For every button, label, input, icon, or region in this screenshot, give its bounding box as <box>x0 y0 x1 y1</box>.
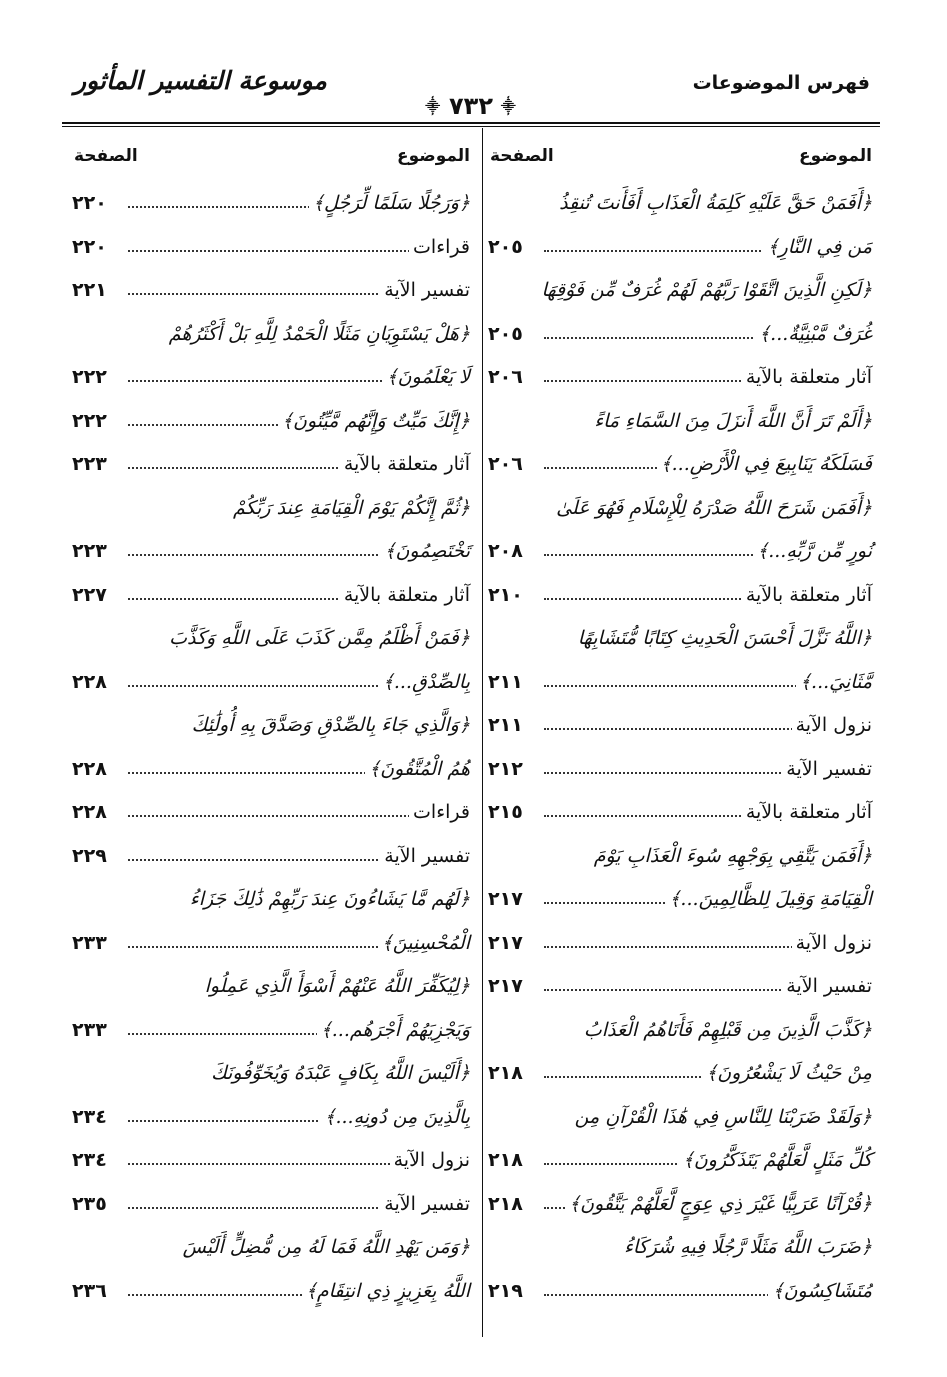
entry-line <box>486 922 876 966</box>
entry-line <box>486 1183 876 1227</box>
topic-text: آثار متعلقة بالآية <box>340 574 470 618</box>
topic-text: آثار متعلقة بالآية <box>742 356 872 400</box>
index-entry <box>70 835 474 879</box>
page-ref: ٢١٥ <box>488 801 523 823</box>
verse-text: ﴿أَلَمْ تَرَ أَنَّ اللَّهَ أَنزَلَ مِنَ السَّمَاءِ مَاءً <box>590 400 872 444</box>
verse-text: ﴿أَفَمَن شَرَحَ اللَّهُ صَدْرَهُ لِلْإِسْلَامِ فَهُوَ عَلَىٰ <box>552 487 872 531</box>
entry-line <box>486 182 876 226</box>
entry-line <box>486 835 876 879</box>
verse-text: ﴿كَذَّبَ الَّذِينَ مِن قَبْلِهِمْ فَأَتَاهُمُ الْعَذَابُ <box>580 1009 872 1053</box>
index-entry <box>486 1226 876 1313</box>
verse-text: ﴿قُرْآنًا عَرَبِيًّا غَيْرَ ذِي عِوَجٍ لَّعَلَّهُمْ يَتَّقُونَ﴾ <box>565 1183 872 1227</box>
page-ref: ٢٠٦ <box>488 366 523 388</box>
page-ref: ٢٢٨ <box>72 670 107 693</box>
page-ref: ٢١٠ <box>488 583 523 606</box>
page-ref: ٢٠٥ <box>488 235 523 258</box>
entry-line <box>486 748 876 792</box>
verse-text: بِالصِّدْقِ...﴾ <box>379 661 470 705</box>
entry-line <box>486 1226 876 1270</box>
entry-line <box>70 1226 474 1270</box>
entry-line <box>70 1096 474 1140</box>
entry-line <box>70 835 474 879</box>
index-entry <box>486 1009 876 1096</box>
verse-text: اللَّهُ بِعَزِيزٍ ذِي انتِقَامٍ﴾ <box>302 1270 470 1314</box>
verse-text: مُتَشَاكِسُونَ﴾ <box>768 1270 872 1314</box>
index-entry <box>486 400 876 487</box>
entry-line <box>70 443 474 487</box>
entry-line <box>70 574 474 618</box>
topic-header: الموضوع <box>799 146 872 166</box>
index-entry <box>70 1139 474 1183</box>
entry-line <box>70 704 474 748</box>
index-entry <box>486 1096 876 1183</box>
header-rule <box>62 122 880 124</box>
index-entry <box>486 1183 876 1227</box>
entry-line <box>70 878 474 922</box>
index-entry <box>70 878 474 965</box>
index-entry <box>486 487 876 574</box>
topic-text: آثار متعلقة بالآية <box>742 791 872 835</box>
page-ref: ٢٣٤ <box>72 1149 107 1171</box>
index-entry <box>70 704 474 791</box>
index-entry <box>486 748 876 792</box>
index-entry <box>486 965 876 1009</box>
verse-text: نُورٍ مِّن رَّبِّهِ...﴾ <box>753 530 872 574</box>
entry-line <box>70 530 474 574</box>
page-ref: ٢٢٧ <box>72 583 107 606</box>
index-entry <box>486 574 876 618</box>
page-ref: ٢٠٥ <box>488 322 523 345</box>
index-entry <box>486 922 876 966</box>
index-entry <box>70 617 474 704</box>
index-entry <box>70 269 474 313</box>
page-ref: ٢٣٦ <box>72 1279 107 1302</box>
topic-text: تفسير الآية <box>380 1183 470 1227</box>
page-number-text: ٧٣٢ <box>449 92 493 120</box>
column-header <box>486 140 876 182</box>
index-entry <box>70 574 474 618</box>
entry-line <box>70 661 474 705</box>
index-entry <box>70 791 474 835</box>
page-ref: ٢٢٢ <box>72 409 107 432</box>
index-entry <box>70 443 474 487</box>
entry-line <box>486 574 876 618</box>
page-ref: ٢٢٩ <box>72 844 107 867</box>
verse-text: مِنْ حَيْثُ لَا يَشْعُرُونَ﴾ <box>702 1052 872 1096</box>
page-ref: ٢١٨ <box>488 1062 523 1084</box>
verse-text: مَّثَانِيَ...﴾ <box>796 661 872 705</box>
index-entry <box>486 791 876 835</box>
header-rule-thin <box>62 126 880 127</box>
index-column-right <box>486 140 876 1313</box>
page-ref: ٢١٩ <box>488 1279 523 1302</box>
index-entry <box>486 182 876 269</box>
entry-line <box>486 1096 876 1140</box>
page-ref: ٢١٨ <box>488 1192 523 1215</box>
verse-text: غُرَفٌ مَّبْنِيَّةٌ...﴾ <box>755 313 872 357</box>
verse-text: ﴿وَالَّذِي جَاءَ بِالصِّدْقِ وَصَدَّقَ بِهِ أُولَٰئِكَ <box>188 704 470 748</box>
page-header-label: الصفحة <box>74 146 138 166</box>
page-header <box>62 62 880 122</box>
entry-line <box>70 1183 474 1227</box>
page-ref: ٢٢١ <box>72 279 107 301</box>
entry-line <box>486 487 876 531</box>
verse-text: مَن فِي النَّارِ﴾ <box>763 226 872 270</box>
verse-text: الْقِيَامَةِ وَقِيلَ لِلظَّالِمِينَ...﴾ <box>665 878 872 922</box>
verse-text: ﴿هَلْ يَسْتَوِيَانِ مَثَلًا الْحَمْدُ لِلَّهِ بَلْ أَكْثَرُهُمْ <box>165 313 470 357</box>
index-entry <box>70 226 474 270</box>
verse-text: فَسَلَكَهُ يَنَابِيعَ فِي الْأَرْضِ...﴾ <box>657 443 873 487</box>
entry-line <box>70 487 474 531</box>
verse-text: كُلِّ مَثَلٍ لَّعَلَّهُمْ يَتَذَكَّرُونَ﴾ <box>679 1139 872 1183</box>
index-entry <box>70 965 474 1052</box>
page-ref: ٢١١ <box>488 670 523 693</box>
entry-line <box>486 443 876 487</box>
entry-line <box>486 400 876 444</box>
entry-line <box>486 661 876 705</box>
entry-line <box>486 791 876 835</box>
column-divider <box>482 128 483 1337</box>
ornament-left: ⸎ <box>425 98 442 115</box>
entry-line <box>486 226 876 270</box>
entry-line <box>486 1052 876 1096</box>
entry-line <box>70 356 474 400</box>
entry-line <box>70 269 474 313</box>
page-ref: ٢٢٣ <box>72 540 107 562</box>
verse-text: ﴿اللَّهُ نَزَّلَ أَحْسَنَ الْحَدِيثِ كِتَابًا مُّتَشَابِهًا <box>574 617 872 661</box>
index-entry <box>486 356 876 400</box>
entry-line <box>486 1270 876 1314</box>
entry-line <box>70 226 474 270</box>
section-title: فهرس الموضوعات <box>692 72 870 94</box>
topic-text: آثار متعلقة بالآية <box>742 574 872 618</box>
page-ref: ٢٢٨ <box>72 801 107 823</box>
index-entry <box>70 313 474 400</box>
page-ref: ٢١٧ <box>488 888 523 910</box>
topic-text: تفسير الآية <box>782 965 872 1009</box>
topic-text: تفسير الآية <box>782 748 872 792</box>
verse-text: ﴿أَفَمَن يَتَّقِي بِوَجْهِهِ سُوءَ الْعَذَابِ يَوْمَ <box>590 835 872 879</box>
page-ref: ٢١١ <box>488 714 523 736</box>
entry-line <box>70 1270 474 1314</box>
verse-text: ﴿أَفَمَنْ حَقَّ عَلَيْهِ كَلِمَةُ الْعَذَابِ أَفَأَنتَ تُنقِذُ <box>555 182 872 226</box>
verse-text: ﴿إِنَّكَ مَيِّتٌ وَإِنَّهُم مَّيِّتُونَ﴾ <box>278 400 470 444</box>
verse-text: ﴿وَلَقَدْ ضَرَبْنَا لِلنَّاسِ فِي هَٰذَا الْقُرْآنِ مِن <box>571 1096 872 1140</box>
verse-text: ﴿لِيُكَفِّرَ اللَّهُ عَنْهُمْ أَسْوَأَ الَّذِي عَمِلُوا <box>201 965 470 1009</box>
topic-text: نزول الآية <box>792 704 872 748</box>
page-ref: ٢٣٣ <box>72 931 107 954</box>
column-header <box>70 140 474 182</box>
index-entry <box>486 269 876 356</box>
entry-line <box>486 530 876 574</box>
topic-text: تفسير الآية <box>380 269 470 313</box>
entries-right <box>486 182 876 1313</box>
verse-text: ﴿ضَرَبَ اللَّهُ مَثَلًا رَّجُلًا فِيهِ شُرَكَاءُ <box>620 1226 872 1270</box>
page-ref: ٢٢٣ <box>72 453 107 475</box>
entry-line <box>486 617 876 661</box>
entries-left <box>70 182 474 1313</box>
entry-line <box>486 356 876 400</box>
entry-line <box>70 791 474 835</box>
page-ref: ٢١٨ <box>488 1149 523 1171</box>
index-entry <box>70 487 474 574</box>
entry-line <box>70 1009 474 1053</box>
entry-line <box>486 878 876 922</box>
index-entry <box>70 1183 474 1227</box>
verse-text: ﴿وَمَن يَهْدِ اللَّهُ فَمَا لَهُ مِن مُّضِلٍّ أَلَيْسَ <box>179 1226 470 1270</box>
entry-line <box>486 965 876 1009</box>
verse-text: ﴿لَكِنِ الَّذِينَ اتَّقَوْا رَبَّهُمْ لَهُمْ غُرَفٌ مِّن فَوْقِهَا <box>537 269 872 313</box>
index-entry <box>70 1226 474 1313</box>
index-entry <box>70 1052 474 1139</box>
ornament-right: ⸎ <box>500 98 517 115</box>
entry-line <box>70 922 474 966</box>
entry-line <box>486 704 876 748</box>
verse-text: بِالَّذِينَ مِن دُونِهِ...﴾ <box>320 1096 470 1140</box>
page-ref: ٢٣٥ <box>72 1192 107 1215</box>
page-ref: ٢٣٣ <box>72 1018 107 1041</box>
entry-line <box>70 617 474 661</box>
topic-text: قراءات <box>409 226 470 270</box>
page-ref: ٢٠٦ <box>488 453 523 475</box>
topic-text: آثار متعلقة بالآية <box>340 443 470 487</box>
index-entry <box>70 182 474 226</box>
verse-text: وَيَجْزِيَهُمْ أَجْرَهُم...﴾ <box>317 1009 470 1053</box>
entry-line <box>70 182 474 226</box>
page-ref: ٢٢٨ <box>72 757 107 780</box>
page-ref: ٢٠٨ <box>488 540 523 562</box>
entry-line <box>70 748 474 792</box>
page-ref: ٢١٧ <box>488 975 523 997</box>
verse-text: ﴿وَرَجُلًا سَلَمًا لِّرَجُلٍ﴾ <box>309 182 470 226</box>
verse-text: ﴿ثُمَّ إِنَّكُمْ يَوْمَ الْقِيَامَةِ عِندَ رَبِّكُمْ <box>229 487 470 531</box>
entry-line <box>70 965 474 1009</box>
verse-text: ﴿أَلَيْسَ اللَّهُ بِكَافٍ عَبْدَهُ وَيُخَوِّفُونَكَ <box>207 1052 470 1096</box>
entry-line <box>486 1009 876 1053</box>
page-header-label: الصفحة <box>490 146 554 166</box>
index-column-left <box>70 140 474 1313</box>
index-entry <box>486 704 876 748</box>
verse-text: هُمُ الْمُتَّقُونَ﴾ <box>365 748 470 792</box>
entry-line <box>70 1052 474 1096</box>
page-ref: ٢٣٤ <box>72 1105 107 1128</box>
topic-text: نزول الآية <box>792 922 872 966</box>
entry-line <box>70 1139 474 1183</box>
index-entry <box>486 835 876 922</box>
topic-text: تفسير الآية <box>380 835 470 879</box>
entry-line <box>70 400 474 444</box>
verse-text: ﴿لَهُم مَّا يَشَاءُونَ عِندَ رَبِّهِمْ ذَٰلِكَ جَزَاءُ <box>186 878 470 922</box>
entry-line <box>70 313 474 357</box>
page-ref: ٢١٧ <box>488 931 523 954</box>
verse-text: لَا يَعْلَمُونَ﴾ <box>382 356 470 400</box>
book-title: موسوعة التفسير المأثور <box>74 66 327 95</box>
page-ref: ٢١٢ <box>488 757 523 780</box>
index-entry <box>486 617 876 704</box>
page-ref: ٢٢٠ <box>72 192 107 214</box>
entry-line <box>486 1139 876 1183</box>
verse-text: تَخْتَصِمُونَ﴾ <box>380 530 470 574</box>
topic-text: نزول الآية <box>390 1139 470 1183</box>
page-ref: ٢٢٢ <box>72 366 107 388</box>
topic-header: الموضوع <box>397 146 470 166</box>
verse-text: الْمُحْسِنِينَ﴾ <box>378 922 470 966</box>
page-ref: ٢٢٠ <box>72 235 107 258</box>
index-entry <box>70 400 474 444</box>
verse-text: ﴿فَمَنْ أَظْلَمُ مِمَّن كَذَبَ عَلَى اللَّهِ وَكَذَّبَ <box>165 617 470 661</box>
entry-line <box>486 313 876 357</box>
page-number <box>425 92 516 120</box>
entry-line <box>486 269 876 313</box>
topic-text: قراءات <box>409 791 470 835</box>
